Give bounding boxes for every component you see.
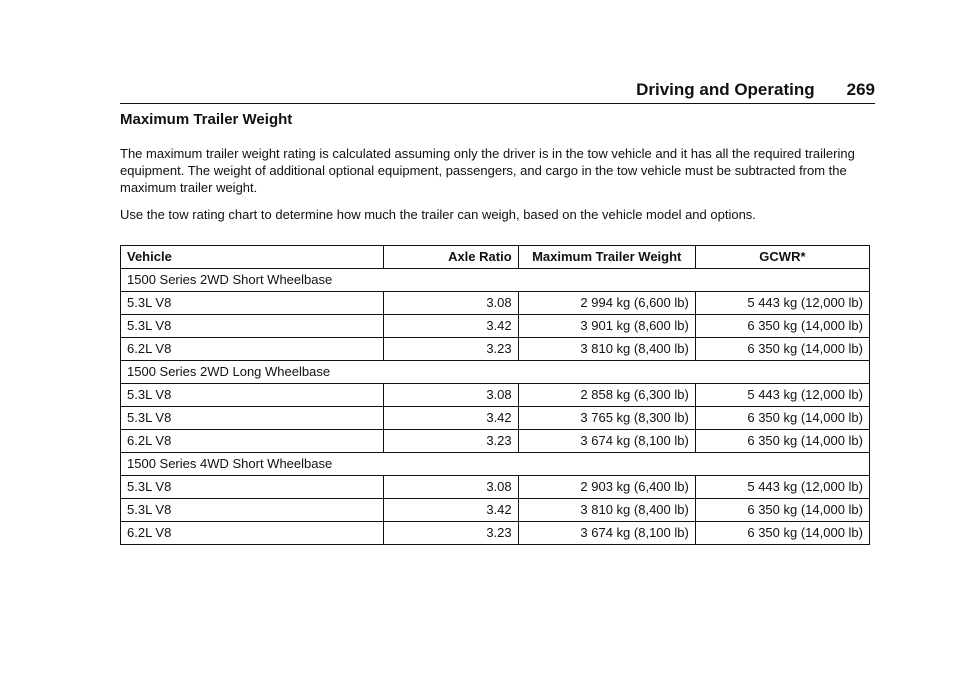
cell-engine: 5.3L V8 — [121, 292, 384, 315]
group-row — [121, 269, 870, 292]
cell-gcwr: 6 350 kg (14,000 lb) — [695, 407, 869, 430]
cell-max-trailer-weight: 2 858 kg (6,300 lb) — [518, 384, 695, 407]
column-header-vehicle: Vehicle — [121, 246, 384, 269]
instruction-paragraph: Use the tow rating chart to determine how much the trailer can weigh, based on the vehicle model and options. — [120, 207, 756, 222]
cell-engine: 5.3L V8 — [121, 384, 384, 407]
cell-axle-ratio: 3.23 — [383, 430, 518, 453]
table-row — [121, 338, 870, 361]
tow-rating-table — [120, 245, 870, 545]
cell-engine: 6.2L V8 — [121, 338, 384, 361]
cell-gcwr: 6 350 kg (14,000 lb) — [695, 315, 869, 338]
cell-gcwr: 5 443 kg (12,000 lb) — [695, 384, 869, 407]
cell-gcwr: 5 443 kg (12,000 lb) — [695, 292, 869, 315]
cell-engine: 5.3L V8 — [121, 476, 384, 499]
cell-engine: 5.3L V8 — [121, 315, 384, 338]
cell-engine: 5.3L V8 — [121, 407, 384, 430]
table-row — [121, 407, 870, 430]
group-label: 1500 Series 2WD Short Wheelbase — [121, 269, 870, 292]
cell-max-trailer-weight: 3 810 kg (8,400 lb) — [518, 499, 695, 522]
table-row — [121, 292, 870, 315]
cell-axle-ratio: 3.42 — [383, 499, 518, 522]
cell-gcwr: 6 350 kg (14,000 lb) — [695, 430, 869, 453]
cell-max-trailer-weight: 3 765 kg (8,300 lb) — [518, 407, 695, 430]
cell-engine: 6.2L V8 — [121, 522, 384, 545]
section-title: Driving and Operating — [636, 80, 815, 99]
group-row — [121, 361, 870, 384]
table-row — [121, 430, 870, 453]
cell-engine: 6.2L V8 — [121, 430, 384, 453]
cell-axle-ratio: 3.42 — [383, 315, 518, 338]
table-row — [121, 522, 870, 545]
cell-gcwr: 5 443 kg (12,000 lb) — [695, 476, 869, 499]
cell-axle-ratio: 3.42 — [383, 407, 518, 430]
cell-max-trailer-weight: 3 901 kg (8,600 lb) — [518, 315, 695, 338]
page-number: 269 — [846, 80, 875, 99]
cell-gcwr: 6 350 kg (14,000 lb) — [695, 522, 869, 545]
column-header-axle-ratio: Axle Ratio — [383, 246, 518, 269]
cell-max-trailer-weight: 2 994 kg (6,600 lb) — [518, 292, 695, 315]
section-heading: Maximum Trailer Weight — [120, 111, 293, 128]
group-label: 1500 Series 2WD Long Wheelbase — [121, 361, 870, 384]
intro-paragraph: The maximum trailer weight rating is calculated assuming only the driver is in the tow vehicle and it has all the required trailering equipment. The weight of additional optional equipment, passengers, and cargo in the tow vehicle must be subtracted from the maximum trailer weight. — [120, 146, 855, 195]
group-row — [121, 453, 870, 476]
table-row — [121, 499, 870, 522]
page-header — [120, 80, 875, 104]
cell-axle-ratio: 3.08 — [383, 476, 518, 499]
table-row — [121, 315, 870, 338]
table-row — [121, 476, 870, 499]
column-header-max-trailer-weight: Maximum Trailer Weight — [518, 246, 695, 269]
cell-axle-ratio: 3.23 — [383, 522, 518, 545]
cell-engine: 5.3L V8 — [121, 499, 384, 522]
cell-axle-ratio: 3.08 — [383, 384, 518, 407]
cell-max-trailer-weight: 3 810 kg (8,400 lb) — [518, 338, 695, 361]
table-body — [121, 269, 870, 545]
cell-gcwr: 6 350 kg (14,000 lb) — [695, 499, 869, 522]
column-header-gcwr: GCWR* — [695, 246, 869, 269]
cell-gcwr: 6 350 kg (14,000 lb) — [695, 338, 869, 361]
table-row — [121, 384, 870, 407]
cell-axle-ratio: 3.23 — [383, 338, 518, 361]
cell-axle-ratio: 3.08 — [383, 292, 518, 315]
cell-max-trailer-weight: 3 674 kg (8,100 lb) — [518, 430, 695, 453]
cell-max-trailer-weight: 2 903 kg (6,400 lb) — [518, 476, 695, 499]
group-label: 1500 Series 4WD Short Wheelbase — [121, 453, 870, 476]
cell-max-trailer-weight: 3 674 kg (8,100 lb) — [518, 522, 695, 545]
table-header-row — [121, 246, 870, 269]
